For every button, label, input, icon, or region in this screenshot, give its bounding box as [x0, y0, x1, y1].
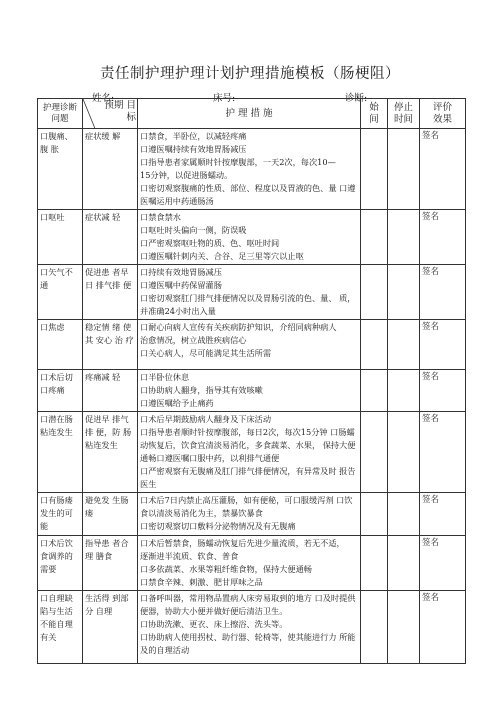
diagnosis-cell: 口潜在肠 粘连发生: [38, 412, 83, 493]
stop-time-cell: [388, 265, 420, 320]
measure-line: 医生: [140, 479, 157, 489]
stop-time-cell: [388, 320, 420, 370]
diagnosis-cell: 口术后切 口疼痛: [38, 370, 83, 412]
table-row: [38, 210, 466, 265]
measure-line: 口禁食禁水: [140, 212, 181, 222]
eval-cell: 签名: [420, 210, 466, 265]
name-label: 姓名:: [92, 93, 115, 104]
measures-cell: [138, 536, 361, 591]
measures-cell: [138, 129, 361, 210]
measure-line: 便器，协助大小便并做好便后清洁卫生。: [140, 606, 288, 616]
measure-line: 口遵医嘱针刺内关、合谷、足三里等穴以止呕: [140, 251, 304, 261]
start-time-cell: [361, 370, 388, 412]
goal-cell: 生活得 到部分 自理: [83, 591, 138, 664]
table-row: [38, 493, 466, 536]
measure-line: 动恢复后，饮食宜清淡易消化，多食蔬菜、水果， 保持大便: [140, 440, 356, 450]
measure-line: 及的自理活动: [140, 645, 190, 655]
measure-line: 口术后暂禁食，肠蠕动恢复后先进少量流质，若无不适，: [140, 538, 345, 548]
start-time-cell: [361, 129, 388, 210]
eval-cell: 签名: [420, 493, 466, 536]
goal-cell: 避免发 生肠瘘: [83, 493, 138, 536]
goal-cell: 稳定情 绪 使其 安心 治 疗: [83, 320, 138, 370]
measure-line: 口多依蔬菜、水果等粗纤维食物，保持大便通畅: [140, 564, 312, 574]
diagnosis-cell: 口术后饮 食调养的 需要: [38, 536, 83, 591]
measure-line: 口关心病人，尽可能满足其生活所需: [140, 348, 272, 358]
table-row: [38, 412, 466, 493]
goal-cell: 症状缓 解: [83, 129, 138, 210]
measure-line: 口协助病人使用拐杖、助行器、轮椅等，使其能进行力 所能: [140, 632, 356, 642]
measure-line: 口指导患者家属顺时针按摩腹部，一天2次，每次10—: [140, 157, 336, 167]
start-time-cell: [361, 591, 388, 664]
goal-cell: 指导患 者合理 膳食: [83, 536, 138, 591]
goal-cell: 促进早 排气排 便，防 肠粘连发生: [83, 412, 138, 493]
measures-cell: [138, 210, 361, 265]
diagnosis-cell: 口有肠瘘 发生的可 能: [38, 493, 83, 536]
table-row: [38, 536, 466, 591]
table-row: [38, 591, 466, 664]
diagnosis-label: 诊断:: [345, 93, 368, 104]
goal-cell: 症状减 轻: [83, 210, 138, 265]
table-row: [38, 265, 466, 320]
stop-time-cell: [388, 493, 420, 536]
measure-line: 口遵医嘱给予止痛药: [140, 398, 214, 408]
diagnosis-cell: 口自理缺 陷与生活 不能自理 有关: [38, 591, 83, 664]
measure-line: 口指导患者顺时针按摩腹部，每日2次，每次15分钟 口肠蠕: [140, 427, 355, 437]
page-title: 责任制护理护理计划护理措施模板（肠梗阻）: [100, 66, 400, 82]
header-goal: [83, 99, 138, 129]
table-header-row: [38, 99, 466, 129]
measure-line: 医嘱运用中药通肠汤: [140, 196, 214, 206]
header-measures: 护 理 措 施: [138, 99, 361, 129]
measure-line: 治愈情况，树立战胜疾病信心: [140, 335, 247, 345]
header-diagnosis: [38, 99, 83, 129]
measure-line: 口密切观察腹痛的性质、部位、程度以及胃液的色、量 口遵: [140, 183, 356, 193]
stop-time-cell: [388, 210, 420, 265]
measure-line: 并准确24小时出入量: [140, 306, 216, 316]
measure-line: 逐渐进半流质、软食、普食: [140, 551, 239, 561]
measure-line: 口遵医嘱持续有效地胃肠减压: [140, 144, 247, 154]
stop-time-cell: [388, 129, 420, 210]
header-stop: 停止 时间: [388, 99, 420, 129]
measure-line: 口严密观察有无腹痛及肛门排气排便情况，有异常及时 报告: [140, 466, 356, 476]
eval-cell: 签名: [420, 370, 466, 412]
measure-line: 食以清淡易消化为主，禁暴饮暴食: [140, 508, 263, 518]
measure-line: 口严密观察呕吐物的质、色、呕吐时间: [140, 238, 280, 248]
measures-cell: [138, 591, 361, 664]
measure-line: 口密切观察切口敷料分泌物情况及有无腹痛: [140, 521, 296, 531]
measure-line: 口禁食辛辣、刺激、肥甘厚味之品: [140, 577, 263, 587]
stop-time-cell: [388, 412, 420, 493]
diagnosis-cell: 口呕吐: [38, 210, 83, 265]
stop-time-cell: [388, 536, 420, 591]
start-time-cell: [361, 536, 388, 591]
measure-line: 口密切观察肛门排气排便情况以及胃肠引流的色、量、 质，: [140, 293, 356, 303]
measures-cell: [138, 320, 361, 370]
header-start: 始 间: [361, 99, 388, 129]
measures-cell: [138, 412, 361, 493]
measure-line: 口遵医嘱中药保留灌肠: [140, 280, 222, 290]
measure-line: 通畅口遵医嘱口服中药，以利排气通便: [140, 453, 280, 463]
stop-time-cell: [388, 370, 420, 412]
eval-cell: 签名: [420, 129, 466, 210]
eval-cell: 签名: [420, 591, 466, 664]
start-time-cell: [361, 412, 388, 493]
bed-label: 床号:: [213, 93, 236, 104]
measures-cell: [138, 493, 361, 536]
care-plan-table: [37, 98, 466, 664]
measure-line: 口持续有效地胃肠减压: [140, 267, 222, 277]
measure-line: 口耐心向病人宣传有关疾病防护知识，介绍同病种病人: [140, 322, 337, 332]
start-time-cell: [361, 320, 388, 370]
diagnosis-cell: 口焦虑: [38, 320, 83, 370]
measures-cell: [138, 265, 361, 320]
header-goal-text: 预期 目 标: [104, 100, 136, 123]
eval-cell: 签名: [420, 265, 466, 320]
header-eval: 评价 效果: [420, 99, 466, 129]
header-diagnosis-text: 护理诊断问题: [42, 102, 77, 124]
start-time-cell: [361, 265, 388, 320]
table-row: [38, 129, 466, 210]
measures-cell: [138, 370, 361, 412]
measure-line: 口呕吐时头偏向一侧，防误吸: [140, 225, 247, 235]
stop-time-cell: [388, 591, 420, 664]
table-row: [38, 320, 466, 370]
diagnosis-cell: 口腹痛、腹 胀: [38, 129, 83, 210]
start-time-cell: [361, 493, 388, 536]
measure-line: 口禁食，半卧位，以减轻疼痛: [140, 131, 247, 141]
measure-line: 口备呼叫器，常用物品置病人床旁易取到的地方 口及时提供: [140, 593, 356, 603]
eval-cell: 签名: [420, 320, 466, 370]
eval-cell: 签名: [420, 412, 466, 493]
measure-line: 口术后7日内禁止高压灌肠，如有便秘，可口服缓泻剂 口饮: [140, 495, 353, 505]
diagnosis-cell: 口矢气不 通: [38, 265, 83, 320]
start-time-cell: [361, 210, 388, 265]
measure-line: 口半卧位休息: [140, 372, 190, 382]
goal-cell: 促进患 者早日 排气排 便: [83, 265, 138, 320]
goal-cell: 疼痛减 轻: [83, 370, 138, 412]
table-row: [38, 370, 466, 412]
measure-line: 15分钟，以促进肠蠕动。: [140, 170, 233, 180]
eval-cell: 签名: [420, 536, 466, 591]
measure-line: 口协助洗漱、更衣、床上擦浴、洗头等。: [140, 619, 288, 629]
measure-line: 口术后早期鼓励病人翻身及下床活动: [140, 414, 272, 424]
measure-line: 口协助病人翻身，指导其有效咳嗽: [140, 385, 263, 395]
